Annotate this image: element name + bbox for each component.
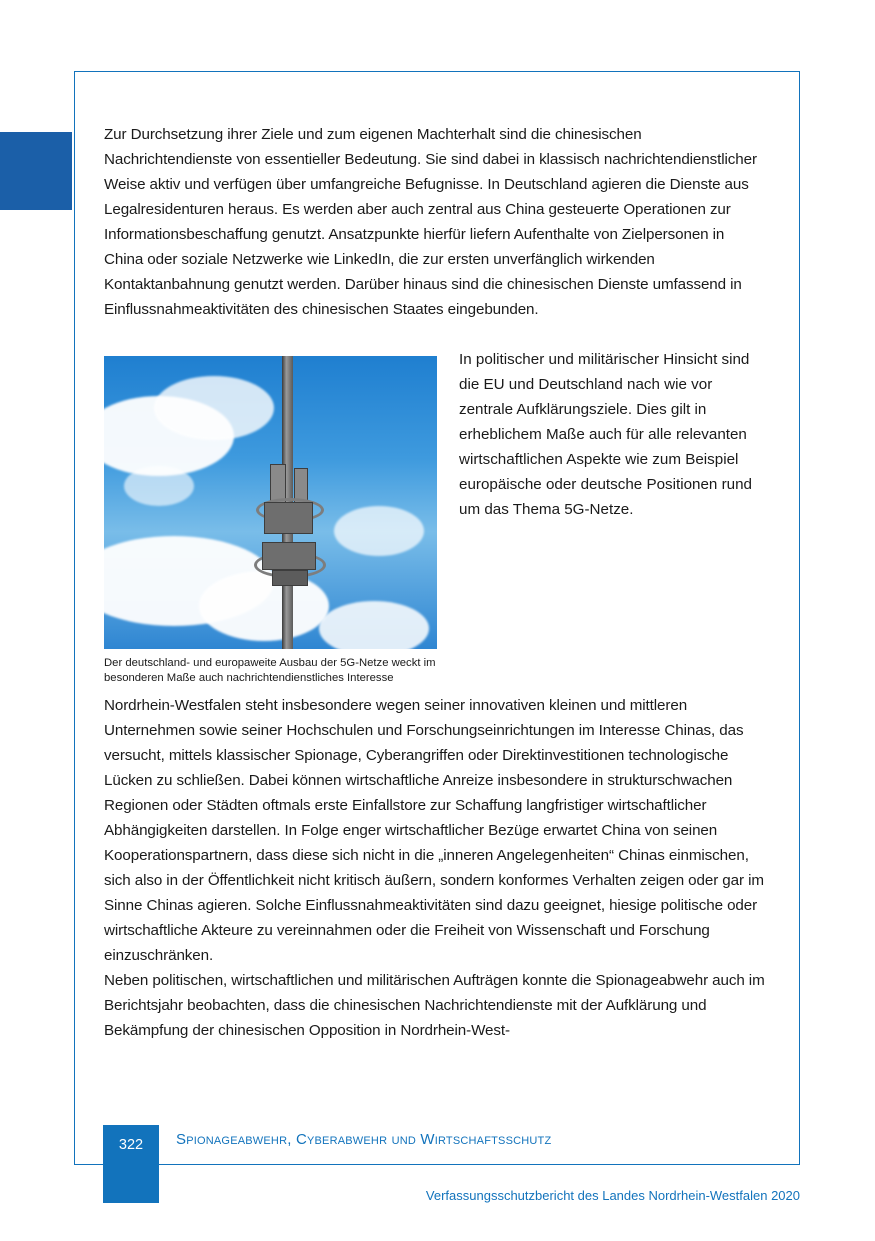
footer-chapter-title: Spionageabwehr, Cyberabwehr und Wirtschaftsschutz xyxy=(176,1131,552,1148)
antenna-element-shape xyxy=(264,502,313,534)
cloud-shape xyxy=(154,376,274,440)
figure-caption: Der deutschland- und europaweite Ausbau der 5G-Netze weckt im besonderen Maße auch nachrichtendienstliches Interesse xyxy=(104,657,436,684)
cloud-shape xyxy=(334,506,424,556)
paragraph-opposition: Neben politischen, wirtschaftlichen und militärischen Aufträgen konnte die Spionageabwehr auch im Berichtsjahr beobachten, dass die chinesischen Nachrichtendienste mit der Aufklärung und Bekämpfung der chinesischen Opposition in Nordrhein-West- xyxy=(104,972,765,1039)
cloud-shape xyxy=(124,466,194,506)
decorative-blue-tab-top xyxy=(0,132,72,210)
antenna-element-shape xyxy=(272,570,308,586)
paragraph-political: In politischer und militärischer Hinsicht sind die EU und Deutschland nach wie vor zentrale Aufklärungsziele. Dies gilt in erheblichem Maße auch für alle relevanten wirtschaftlichen Aspekte wie zum Beispiel europäische oder deutsche Positionen rund um das Thema 5G-Netze. xyxy=(459,351,752,518)
paragraph-intro: Zur Durchsetzung ihrer Ziele und zum eigenen Machterhalt sind die chinesischen Nachrichtendienste von essentieller Bedeutung. Sie sind dabei in klassisch nachrichtendienstlicher Weise aktiv und verfügen über umfangreiche Befugnisse. In Deutschland agieren die Dienste aus Legalresidenturen heraus. Es werden aber auch zentral aus China gesteuerte Operationen zur Informationsbeschaffung genutzt. Ansatzpunkte hierfür liefern Aufenthalte von Zielpersonen in China oder soziale Netzwerke wie LinkedIn, die zur ersten unverfänglich wirkenden Kontaktanbahnung genutzt werden. Darüber hinaus sind die chinesischen Dienste umfassend in Einflussnahmeaktivitäten des chinesischen Staates eingebunden. xyxy=(104,126,757,318)
antenna-element-shape xyxy=(262,542,316,570)
footer-report-title: Verfassungsschutzbericht des Landes Nordrhein-Westfalen 2020 xyxy=(425,1188,800,1203)
figure-5g-mast xyxy=(104,356,437,685)
cloud-shape xyxy=(199,571,329,641)
cloud-shape xyxy=(319,601,429,649)
page-content xyxy=(104,122,767,1043)
paragraph-nrw: Nordrhein-Westfalen steht insbesondere wegen seiner innovativen kleinen und mittleren Unternehmen sowie seiner Hochschulen und Forschungseinrichtungen im Interesse Chinas, das versucht, mittels klassischer Spionage, Cyberangriffen oder Direktinvestitionen technologische Lücken zu schließen. Dabei können wirtschaftliche Anreize insbesondere in strukturschwachen Regionen oder Städten oftmals erste Einfallstore zur Schaffung langfristiger wirtschaftlicher Abhängigkeiten darstellen. In Folge enger wirtschaftlicher Bezüge erwartet China von seinen Kooperationspartnern, dass diese sich nicht in die „inneren Angelegenheiten“ Chinas einmischen, sich also in der Öffentlichkeit nicht kritisch äußern, sondern konformes Verhalten zeigen oder gar im Sinne Chinas agieren. Solche Einflussnahmeaktivitäten sind dazu geeignet, hiesige politische oder wirtschaftliche Akteure zu vereinnahmen oder die Freiheit von Wissenschaft und Forschung einzuschränken. xyxy=(104,697,764,964)
figure-image xyxy=(104,356,437,649)
page-number-badge: 322 xyxy=(103,1125,159,1165)
figure-and-text-block xyxy=(104,347,767,693)
